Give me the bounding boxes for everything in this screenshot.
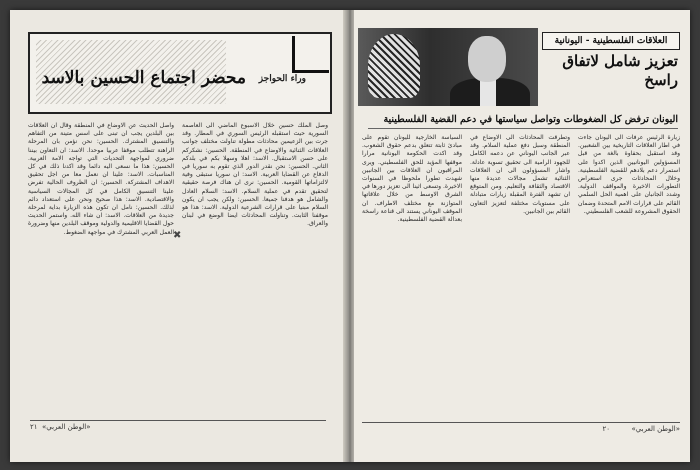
section-tag: العلاقات الفلسطينية - اليونانية xyxy=(542,32,680,50)
article-photo xyxy=(358,28,538,106)
right-column-1: السياسة الخارجية لليونان تقوم على مبادئ ثابتة تتعلق بدعم حقوق الشعوب. وقد اكدت الحكومة اليونانية مرارا موقفها المؤيد للحق الفلسطيني. ويرى المراقبون ان العلاقات بين الجانبين شهدت تطورا ملحوظا في السنوات الاخيرة. وتسعى اثينا الى تعزيز دورها في الشرق الاوسط من خلال علاقاتها المتوازنة مع مختلف الاطراف. ان الموقف اليوناني يستند الى قناعة راسخة بعدالة القضية الفلسطينية. xyxy=(362,134,462,224)
right-subheadline: اليونان ترفض كل الضغوطات وتواصل سياستها في دعم القضية الفلسطينية xyxy=(383,114,678,125)
header-corner-bracket xyxy=(292,36,329,73)
left-header-box xyxy=(28,32,332,114)
left-article-body xyxy=(28,122,328,412)
left-magazine-name: «الوطن العربي» xyxy=(42,423,91,431)
right-headline: تعزيز شامل لاتفاق راسخ xyxy=(562,52,678,89)
right-footer xyxy=(362,422,680,435)
right-magazine-name: «الوطن العربي» xyxy=(631,425,680,433)
left-page xyxy=(10,10,346,462)
left-page-number: ٢١ xyxy=(30,423,38,431)
right-page-number: ٢٠ xyxy=(602,425,610,433)
left-headline: محضر اجتماع الحسين بالاسد xyxy=(41,68,246,88)
right-article-body xyxy=(362,134,680,424)
left-footer xyxy=(30,420,326,433)
left-column-2: وصل الملك حسين خلال الاسبوع الماضي الى العاصمة السورية حيث استقبله الرئيس السوري في المطار. وقد جرت بين الزعيمين محادثات مطولة تناولت مختلف جوانب العلاقات الثنائية والاوضاع في المنطقة. الحسين: نشكركم على حسن الاستقبال. الاسد: اهلا وسهلا بكم في بلدكم الثاني. الحسين: نحن نقدر الدور الذي تقوم به سوريا في الدفاع عن القضايا العربية. الاسد: ان سوريا ستبقى وفية لالتزاماتها القومية. الحسين: نرى ان هناك فرصة حقيقية لتحقيق تقدم في عملية السلام. الاسد: السلام العادل والشامل هو هدفنا جميعا. الحسين: ولكن يجب ان يكون السلام مبنيا على قرارات الشرعية الدولية. الاسد: هذا هو موقفنا الثابت. وتناولت المحادثات ايضا الوضع في لبنان والعراق. xyxy=(182,122,328,228)
photo-figure-right-face xyxy=(468,36,506,82)
right-column-3: زيارة الرئيس عرفات الى اليونان جاءت في اطار العلاقات التاريخية بين الشعبين. وقد استقبل بحفاوة بالغة من قبل المسؤولين اليونانيين الذين اكدوا على استمرار دعم بلادهم للقضية الفلسطينية. وخلال المحادثات جرى استعراض التطورات الاخيرة والمواقف الدولية. وشدد الجانبان على اهمية الحل السلمي القائم على قرارات الامم المتحدة وضمان الحقوق المشروعة للشعب الفلسطيني. xyxy=(578,134,680,215)
left-column-1: واصل الحديث عن الاوضاع في المنطقة وقال ان العلاقات بين البلدين يجب ان تبنى على اسس متينة من التفاهم والتنسيق المشترك. الحسين: نحن نؤمن بان المرحلة الراهنة تتطلب موقفا عربيا موحدا. الاسد: ان التعاون بيننا ضروري لمواجهة التحديات التي تواجه الامة العربية. الحسين: هذا ما نسعى اليه دائما وقد اكدنا ذلك في كل المناسبات. الاسد: علينا ان نعمل معا من اجل تحقيق الاهداف المشتركة. الحسين: ان الظروف الحالية تفرض علينا التنسيق الكامل في كل المجالات السياسية والاقتصادية. الاسد: هذا صحيح ونحن على استعداد دائم لذلك. الحسين: نامل ان تكون هذه الزيارة بداية لمرحلة جديدة من العلاقات. الاسد: ان شاء الله. واستمر الحديث حول القضايا الاقليمية والدولية وموقف البلدين منها وضرورة العمل العربي المشترك في مواجهة الضغوط. xyxy=(28,122,174,236)
right-column-2: وتطرقت المحادثات الى الاوضاع في المنطقة وسبل دفع عملية السلام. وقد عبر الجانب اليوناني عن دعمه الكامل للجهود الرامية الى تحقيق تسوية عادلة. واشار المسؤولون الى ان العلاقات الثنائية تشمل مجالات عديدة منها الاقتصاد والثقافة والتعليم. ومن المتوقع ان تشهد الفترة المقبلة زيارات متبادلة على مستويات مختلفة لتعزيز التعاون القائم بين الجانبين. xyxy=(470,134,570,215)
magazine-spread xyxy=(10,10,690,462)
right-page xyxy=(354,10,690,462)
photo-figure-right-shirt xyxy=(480,80,496,106)
section-star-icon: ✖ xyxy=(173,230,182,241)
photo-figure-left xyxy=(368,34,420,98)
subheadline-rule xyxy=(368,128,678,129)
left-kicker: وراء الحواجز xyxy=(258,74,306,84)
